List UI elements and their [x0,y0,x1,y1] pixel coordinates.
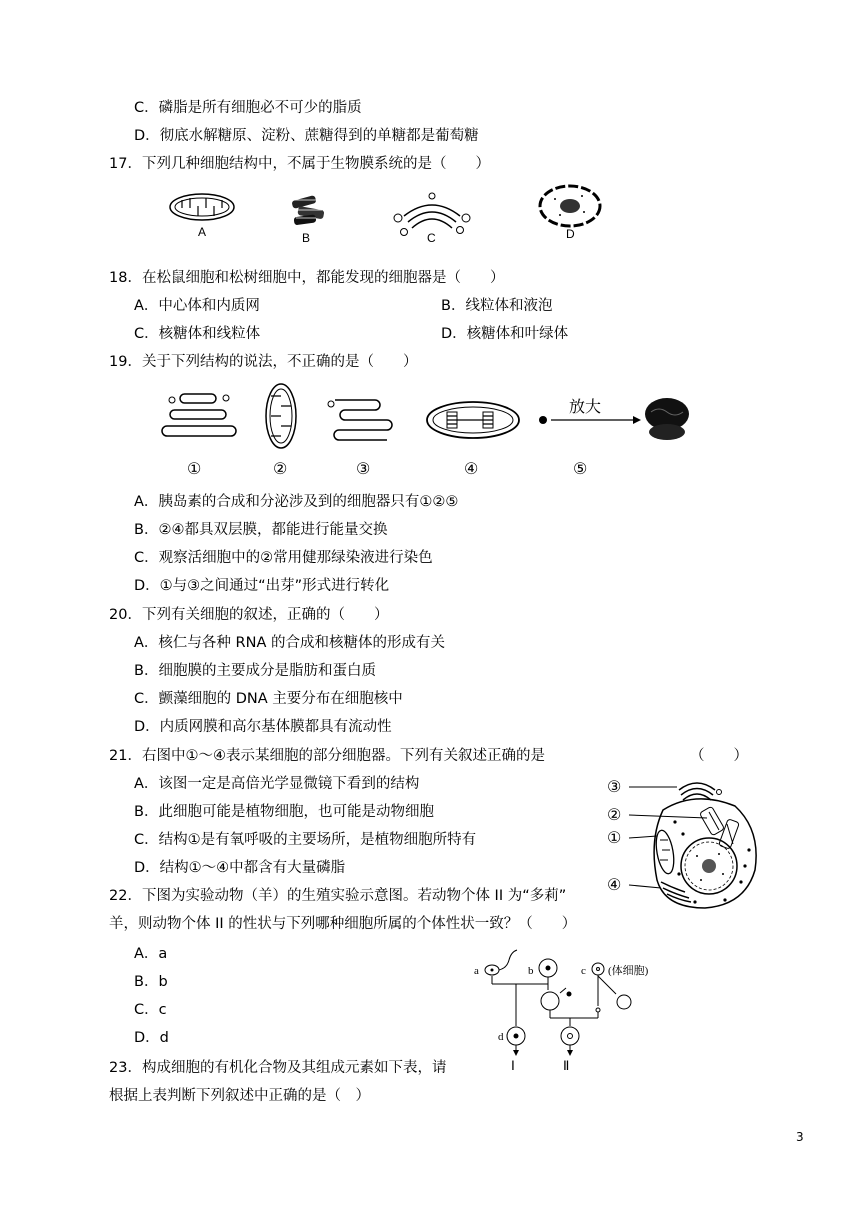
q21-option-b: B．此细胞可能是植物细胞，也可能是动物细胞 [134,804,434,820]
ribosome-icon [539,398,689,440]
q18-option-d: D．核糖体和叶绿体 [441,326,569,342]
fig19-label-2: ② [273,461,288,478]
q16-option-d: D．彻底水解糖原、淀粉、蔗糖得到的单糖都是葡萄糖 [134,128,479,144]
q19-option-b: B．②④都具双层膜，都能进行能量交换 [134,522,388,538]
q21-answer-paren: （ ） [690,748,748,764]
fig21-label-4: ④ [607,877,622,894]
q19-option-c: C．观察活细胞中的②常用健那绿染液进行染色 [134,550,433,566]
q23-stem-continued: 根据上表判断下列叙述中正确的是（ ） [109,1088,370,1104]
q21-option-c: C．结构①是有氧呼吸的主要场所，是植物细胞所特有 [134,832,477,848]
fig17-label-a: A [198,225,207,239]
q23-stem: 23．构成细胞的有机化合物及其组成元素如下表，请 [109,1060,447,1076]
fig22-label-somatic: (体细胞) [608,965,649,977]
q20-option-c: C．颤藻细胞的 DNA 主要分布在细胞核中 [134,691,403,707]
mitochondrion-icon [170,194,234,220]
q18-option-a: A．中心体和内质网 [134,298,260,314]
centriole-icon [699,806,739,849]
fig22-label-d: d [498,1031,504,1043]
chloroplast-icon [427,402,519,438]
page-number: 3 [796,1130,804,1144]
mitochondrion-vertical-icon [266,384,296,448]
q18-option-b: B．线粒体和液泡 [441,298,553,314]
fig22-label-II: Ⅱ [563,1058,570,1073]
q16-option-c: C．磷脂是所有细胞必不可少的脂质 [134,100,362,116]
q18-option-c: C．核糖体和线粒体 [134,326,261,342]
q22-option-a: A．a [134,946,168,962]
q21-stem: 21．右图中①～④表示某细胞的部分细胞器。下列有关叙述正确的是 [109,748,545,764]
q22-option-b: B．b [134,974,168,990]
fig19-label-3: ③ [356,461,371,478]
q20-option-b: B．细胞膜的主要成分是脂肪和蛋白质 [134,663,376,679]
fig22-label-I: Ⅰ [511,1058,515,1073]
fig22-label-c: c [581,965,586,977]
q17-figure [160,180,620,250]
fig21-label-1: ① [607,830,622,847]
q18-stem: 18．在松鼠细胞和松树细胞中，都能发现的细胞器是（ ） [109,270,505,286]
q22-cloning-diagram [470,946,710,1076]
q19-figure [155,380,700,480]
fig19-arrow-text: 放大 [569,399,602,416]
golgi-icon [394,193,470,236]
fig17-label-b: B [302,231,311,245]
fig22-label-a: a [474,965,479,977]
q17-stem: 17．下列几种细胞结构中，不属于生物膜系统的是（ ） [109,156,490,172]
fig17-label-d: D [566,227,575,241]
endoplasmic-reticulum-icon [661,882,691,902]
fig19-label-5: ⑤ [573,461,588,478]
golgi-icon [679,783,722,800]
fig19-label-4: ④ [464,461,479,478]
nucleus-icon [540,186,600,226]
q21-option-d: D．结构①～④中都含有大量磷脂 [134,860,346,876]
centriole-icon [291,195,324,225]
nucleus-icon [681,838,737,894]
q22-option-c: C．c [134,1002,167,1018]
fig21-label-3: ③ [607,779,622,796]
mitochondrion-icon [653,829,676,875]
fig17-label-c: C [427,231,436,245]
q19-option-d: D．①与③之间通过“出芽”形式进行转化 [134,578,390,594]
q19-stem: 19．关于下列结构的说法，不正确的是（ ） [109,354,418,370]
q21-option-a: A．该图一定是高倍光学显微镜下看到的结构 [134,776,420,792]
q19-option-a: A．胰岛素的合成和分泌涉及到的细胞器只有①②⑤ [134,494,459,510]
q21-cell-figure [605,770,765,915]
golgi-stack-icon [162,394,236,436]
q20-option-a: A．核仁与各种 RNA 的合成和核糖体的形成有关 [134,635,445,651]
q22-option-d: D．d [134,1030,169,1046]
q20-stem: 20．下列有关细胞的叙述，正确的（ ） [109,607,389,623]
q22-stem: 22．下图为实验动物（羊）的生殖实验示意图。若动物个体 II 为“多莉” [109,888,567,904]
fig22-label-b: b [528,965,534,977]
q20-option-d: D．内质网膜和高尔基体膜都具有流动性 [134,719,392,735]
endoplasmic-reticulum-icon [328,400,392,440]
q22-stem-continued: 羊，则动物个体 II 的性状与下列哪种细胞所属的个体性状一致？（ ） [109,916,577,932]
fig21-label-2: ② [607,807,622,824]
fig19-label-1: ① [187,461,202,478]
